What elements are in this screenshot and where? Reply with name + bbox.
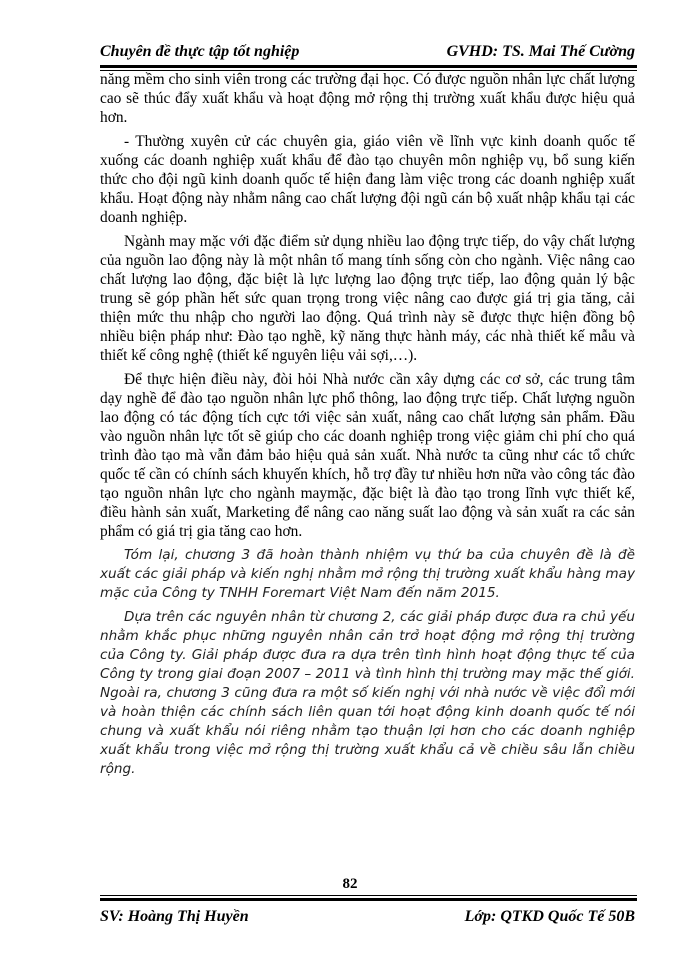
footer-class: Lớp: QTKD Quốc Tế 50B <box>464 908 635 925</box>
body-paragraph: năng mềm cho sinh viên trong các trường đại học. Có được nguồn nhân lực chất lượng cao sẽ thúc đẩy xuất khẩu và hoạt động mở rộng thị trường xuất khẩu được hiệu quả hơn. <box>100 71 635 126</box>
header-document-title: Chuyên đề thực tập tốt nghiệp <box>100 43 300 60</box>
body-paragraph: - Thường xuyên cử các chuyên gia, giáo viên về lĩnh vực kinh doanh quốc tế xuống các doanh nghiệp xuất khẩu để đào tạo chuyên môn nghiệp vụ, bổ sung kiến thức cho đội ngũ kinh doanh quốc tế hiện đang làm việc trong các doanh nghiệp xuất khẩu. Hoạt động này nhằm nâng cao chất lượng đội ngũ cán bộ xuất nhập khẩu tại các doanh nghiệp. <box>100 133 635 226</box>
page-body <box>100 70 635 784</box>
footer-rule <box>100 895 637 901</box>
summary-paragraph: Dựa trên các nguyên nhân từ chương 2, các giải pháp được đưa ra chủ yếu nhằm khắc phục những nguyên nhân cản trở hoạt động mở rộng thị trường của Công ty. Giải pháp được đưa ra dựa trên tình hình hoạt động thực tế của Công ty trong giai đoạn 2007 – 2011 và tình hình thị trường may mặc thế giới. Ngoài ra, chương 3 cũng đưa ra một số kiến nghị với nhà nước về việc đổi mới và hoàn thiện các chính sách liên quan tới hoạt động kinh doanh quốc tế nói chung và xuất khẩu nói riêng nhằm tạo thuận lợi hơn cho các doanh nghiệp xuất khẩu trong việc mở rộng thị trường xuất khẩu cả về chiều sâu lẫn chiều rộng. <box>100 609 635 777</box>
body-paragraph: Ngành may mặc với đặc điểm sử dụng nhiều lao động trực tiếp, do vậy chất lượng của nguồn lao động này là một nhân tố mang tính sống còn cho ngành. Việc nâng cao chất lượng lao động, đặc biệt là lực lượng lao động trực tiếp, lao động quản lý bậc trung sẽ góp phần hết sức quan trọng trong việc nâng cao được giá trị gia tăng, cải thiện mức thu nhập cho người lao động. Quá trình này sẽ được thực hiện đồng bộ nhiều biện pháp như: Đào tạo nghề, kỹ năng thực hành máy, các nhà thiết kế mẫu và thiết kế công nghệ (thiết kế nguyên liệu vải sợi,…). <box>100 233 635 364</box>
body-paragraph: Để thực hiện điều này, đòi hỏi Nhà nước cần xây dựng các cơ sở, các trung tâm dạy nghề để đào tạo nguồn nhân lực phổ thông, lao động trực tiếp. Chất lượng nguồn lao động có tác động tích cực tới việc sản xuất, nâng cao chất lượng sản phẩm. Đầu vào nguồn nhân lực tốt sẽ giúp cho các doanh nghiệp trong việc giảm chi phí cho quá trình đào tạo mà vẫn đảm bảo hiệu quả sản xuất. Nhà nước ta cũng như các tổ chức quốc tế cần có chính sách khuyến khích, hỗ trợ đầy tư nhiều hơn nữa vào công tác đào tạo nguồn nhân lực cho ngành maymặc, đặc biệt là đào tạo trong lĩnh vực thiết kế, điều hành sản xuất, Marketing để nâng cao năng suất lao động và sản xuất ra các sản phẩm có giá trị gia tăng cao hơn. <box>100 371 635 540</box>
page-number: 82 <box>342 876 358 892</box>
page-header <box>100 40 635 64</box>
summary-paragraph: Tóm lại, chương 3 đã hoàn thành nhiệm vụ thứ ba của chuyên đề là đề xuất các giải pháp và kiến nghị nhằm mở rộng thị trường xuất khẩu hàng may mặc của Công ty TNHH Foremart Việt Nam đến năm 2015. <box>100 547 635 601</box>
header-supervisor: GVHD: TS. Mai Thế Cường <box>446 43 635 60</box>
footer-student: SV: Hoàng Thị Huyền <box>100 908 249 925</box>
page-footer <box>100 906 635 928</box>
